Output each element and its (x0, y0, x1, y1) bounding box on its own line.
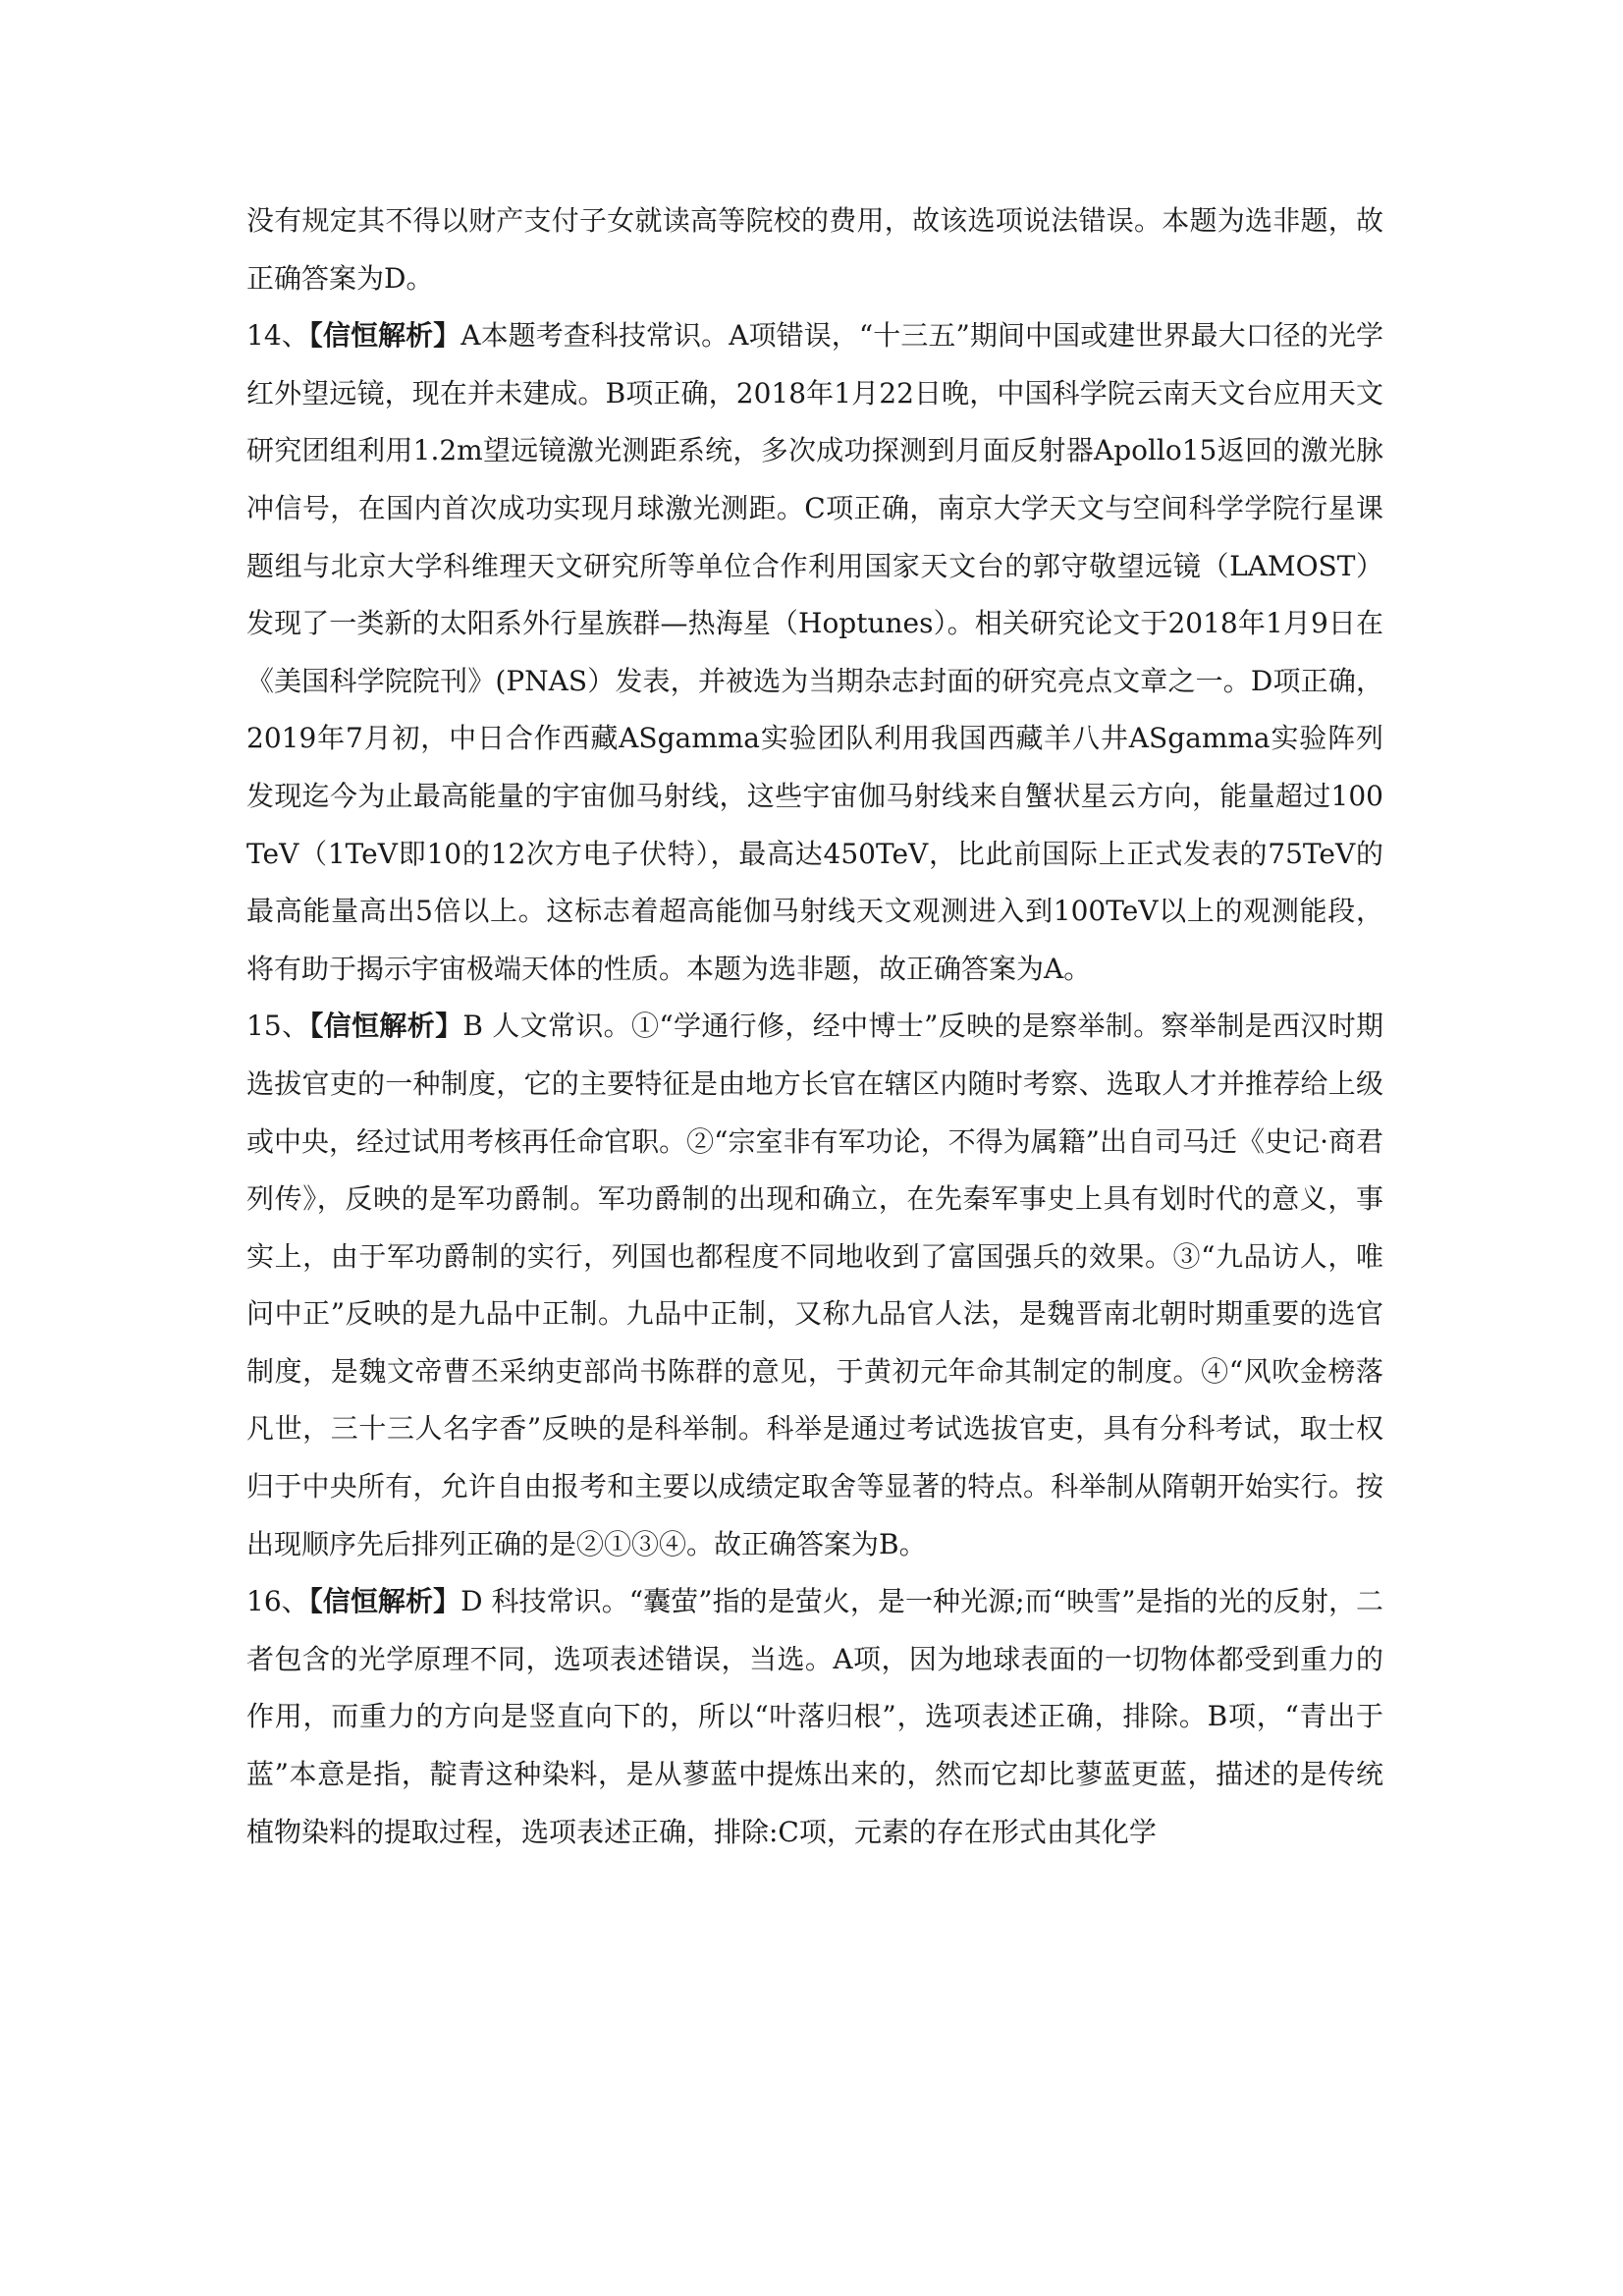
paragraph-text: B 人文常识。①“学通行修，经中博士”反映的是察举制。察举制是西汉时期选拔官吏的一种制度，它的主要特征是由地方长官在辖区内随时考察、选取人才并推荐给上级或中央，经过试用考核再任命官职。②“宗室非有军功论，不得为属籍”出自司马迁《史记·商君列传》，反映的是军功爵制。军功爵制的出现和确立，在先秦军事史上具有划时代的意义，事实上，由于军功爵制的实行，列国也都程度不同地收到了富国强兵的效果。③“九品访人，唯问中正”反映的是九品中正制。九品中正制，又称九品官人法，是魏晋南北朝时期重要的选官制度，是魏文帝曹丕采纳吏部尚书陈群的意见，于黄初元年命其制定的制度。④“风吹金榜落凡世，三十三人名字香”反映的是科举制。科举是通过考试选拔官吏，具有分科考试，取士权归于中央所有，允许自由报考和主要以成绩定取舍等显著的特点。科举制从隋朝开始实行。按出现顺序先后排列正确的是②①③④。故正确答案为B。 (246, 1010, 1383, 1560)
paragraph-text: A本题考查科技常识。A项错误，“十三五”期间中国或建世界最大口径的光学红外望远镜，现在并未建成。B项正确，2018年1月22日晚，中国科学院云南天文台应用天文研究团组利用1.2m望远镜激光测距系统，多次成功探测到月面反射器Apollo15返回的激光脉冲信号，在国内首次成功实现月球激光测距。C项正确，南京大学天文与空间科学学院行星课题组与北京大学科维理天文研究所等单位合作利用国家天文台的郭守敬望远镜（LAMOST）发现了一类新的太阳系外行星族群—热海星（Hoptunes）。相关研究论文于2018年1月9日在《美国科学院院刊》(PNAS）发表，并被选为当期杂志封面的研究亮点文章之一。D项正确，2019年7月初，中日合作西藏ASgamma实验团队利用我国西藏羊八井ASgamma实验阵列发现迄今为止最高能量的宇宙伽马射线，这些宇宙伽马射线来自蟹状星云方向，能量超过100TeV（1TeV即10的12次方电子伏特），最高达450TeV，比此前国际上正式发表的75TeV的最高能量高出5倍以上。这标志着超高能伽马射线天文观测进入到100TeV以上的观测能段，将有助于揭示宇宙极端天体的性质。本题为选非题，故正确答案为A。 (246, 319, 1383, 985)
paragraph-text: D 科技常识。“囊萤”指的是萤火，是一种光源;而“映雪”是指的光的反射，二者包含的光学原理不同，选项表述错误，当选。A项，因为地球表面的一切物体都受到重力的作用，而重力的方向是竖直向下的，所以“叶落归根”，选项表述正确，排除。B项，“青出于蓝”本意是指，靛青这种染料，是从蓼蓝中提炼出来的，然而它却比蓼蓝更蓝，描述的是传统植物染料的提取过程，选项表述正确，排除:C项，元素的存在形式由其化学 (246, 1585, 1383, 1848)
explanation-14 (246, 307, 1383, 998)
explanation-15 (246, 998, 1383, 1573)
answer-explanations (246, 192, 1383, 1861)
paragraph-continuation (246, 192, 1383, 307)
question-number: 15、 (246, 1010, 310, 1043)
question-number: 16、 (246, 1585, 309, 1618)
explanation-16 (246, 1573, 1383, 1861)
analysis-label: 【信恒解析】 (308, 319, 461, 353)
analysis-label: 【信恒解析】 (309, 1010, 463, 1043)
paragraph-text: 没有规定其不得以财产支付子女就读高等院校的费用，故该选项说法错误。本题为选非题，故正确答案为D。 (246, 204, 1383, 295)
question-number: 14、 (246, 319, 309, 353)
analysis-label: 【信恒解析】 (308, 1585, 461, 1618)
